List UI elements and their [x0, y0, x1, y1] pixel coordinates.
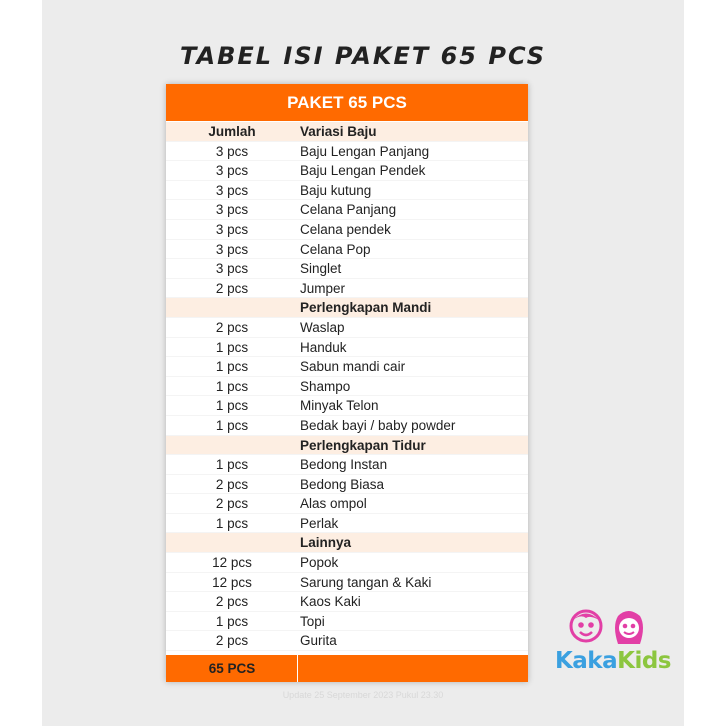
table-row [166, 318, 528, 338]
table-row [166, 396, 528, 416]
table-row [166, 592, 528, 612]
qty-cell: 3 pcs [215, 221, 249, 237]
qty-cell: 3 pcs [215, 182, 249, 198]
table-row [166, 338, 528, 358]
item-cell: Perlengkapan Mandi [300, 300, 432, 316]
item-cell: Singlet [300, 261, 342, 277]
item-cell: Kaos Kaki [300, 594, 361, 610]
qty-cell: 3 pcs [215, 261, 249, 277]
brand-part2: Kids [617, 648, 672, 674]
qty-cell: 12 pcs [212, 555, 252, 571]
qty-cell: 2 pcs [215, 633, 249, 649]
item-cell: Perlengkapan Tidur [300, 437, 426, 453]
item-cell: Handuk [300, 339, 347, 355]
table-row [166, 220, 528, 240]
page-title: TABEL ISI PAKET 65 PCS [180, 42, 546, 70]
section-row [166, 533, 528, 553]
brand-wordmark [546, 648, 680, 674]
qty-cell: 3 pcs [215, 202, 249, 218]
table-row [166, 612, 528, 632]
table-row [166, 514, 528, 534]
qty-cell: 3 pcs [215, 143, 249, 159]
qty-cell: 1 pcs [215, 359, 249, 375]
table-row [166, 259, 528, 279]
item-cell: Alas ompol [300, 496, 367, 512]
qty-cell: 1 pcs [215, 515, 249, 531]
item-cell: Baju Lengan Panjang [300, 143, 430, 159]
item-cell: Bedong Biasa [300, 476, 385, 492]
qty-cell: 1 pcs [215, 378, 249, 394]
qty-cell: 3 pcs [215, 241, 249, 257]
table-footer [166, 655, 528, 682]
qty-cell: Jumlah [208, 124, 256, 139]
update-note: Update 25 September 2023 Pukul 23.30 [282, 690, 444, 700]
table-row [166, 455, 528, 475]
table-row [166, 161, 528, 181]
table-row [166, 377, 528, 397]
table-row [166, 494, 528, 514]
item-cell: Variasi Baju [300, 124, 377, 139]
item-cell: Bedak bayi / baby powder [300, 417, 456, 433]
item-cell: Minyak Telon [300, 398, 379, 414]
item-cell: Baju kutung [300, 182, 372, 198]
qty-cell: 1 pcs [215, 398, 249, 414]
table-row [166, 200, 528, 220]
item-cell: Celana Panjang [300, 202, 397, 218]
item-cell: Bedong Instan [300, 457, 388, 473]
section-row [166, 436, 528, 456]
item-cell: Jumper [300, 280, 346, 296]
qty-cell: 1 pcs [215, 417, 249, 433]
qty-cell: 2 pcs [215, 280, 249, 296]
qty-cell: 1 pcs [215, 613, 249, 629]
qty-cell: 1 pcs [215, 339, 249, 355]
section-row [166, 298, 528, 318]
item-cell: Celana Pop [300, 241, 371, 257]
item-cell: Sabun mandi cair [300, 359, 406, 375]
item-cell: Topi [300, 613, 325, 629]
item-cell: Celana pendek [300, 221, 391, 237]
brand-logo [546, 604, 680, 684]
qty-cell: 3 pcs [215, 163, 249, 179]
table-row [166, 475, 528, 495]
table-row [166, 631, 528, 651]
package-table [166, 84, 528, 682]
section-row [166, 122, 528, 142]
qty-cell: 2 pcs [215, 476, 249, 492]
table-body [166, 122, 528, 651]
item-cell: Waslap [300, 319, 345, 335]
item-cell: Gurita [300, 633, 337, 649]
kids-faces-icon [546, 604, 680, 654]
footer-divider [297, 655, 298, 682]
table-row [166, 573, 528, 593]
item-cell: Sarung tangan & Kaki [300, 574, 432, 590]
total-label: 65 PCS [208, 661, 256, 676]
table-row [166, 279, 528, 299]
qty-cell: 2 pcs [215, 496, 249, 512]
table-row [166, 240, 528, 260]
item-cell: Perlak [300, 515, 339, 531]
qty-cell: 1 pcs [215, 457, 249, 473]
table-row [166, 357, 528, 377]
qty-cell: 12 pcs [212, 574, 252, 590]
table-row [166, 553, 528, 573]
table-row [166, 142, 528, 162]
table-header: PAKET 65 PCS [166, 84, 528, 121]
qty-cell: 2 pcs [215, 594, 249, 610]
table-row [166, 181, 528, 201]
table-row [166, 416, 528, 436]
brand-part1: Kaka [554, 648, 618, 674]
item-cell: Baju Lengan Pendek [300, 163, 426, 179]
item-cell: Lainnya [300, 535, 352, 551]
qty-cell: 2 pcs [215, 319, 249, 335]
item-cell: Popok [300, 555, 339, 571]
item-cell: Shampo [300, 378, 351, 394]
